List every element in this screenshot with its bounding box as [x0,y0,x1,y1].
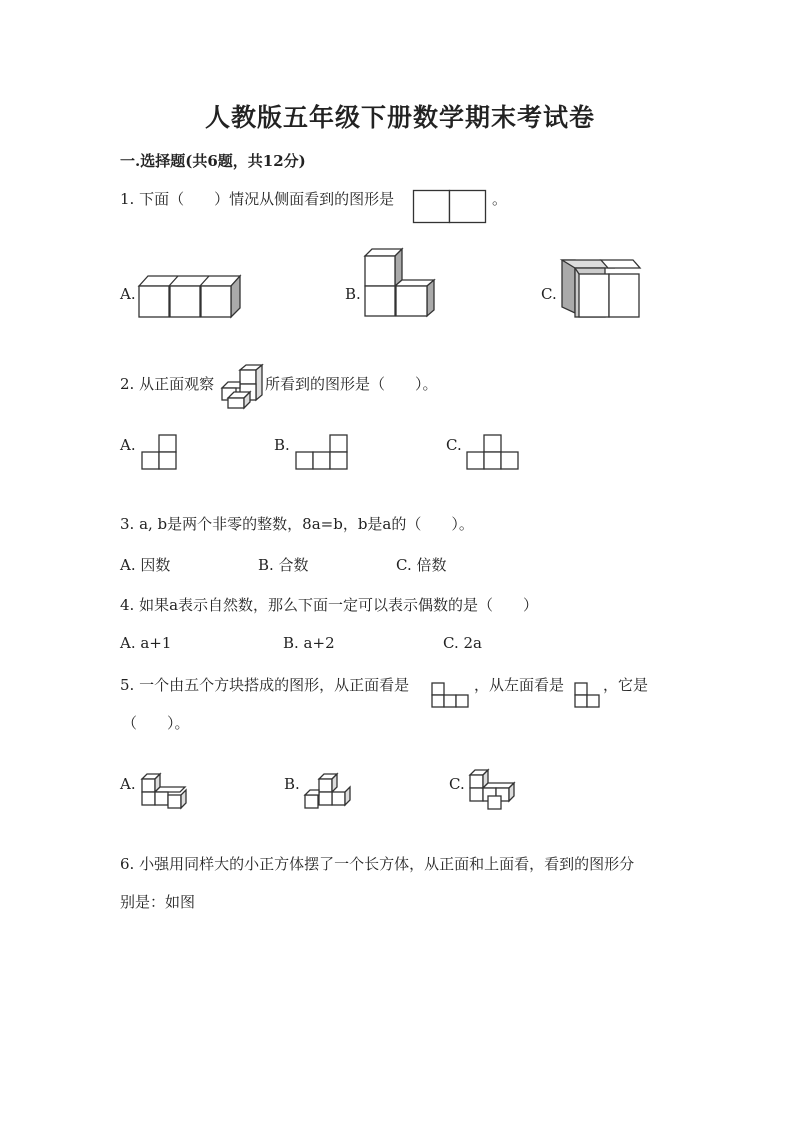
question-5-text-end: ，它是 [603,676,649,694]
q1-option-b-figure[interactable] [364,248,438,318]
q1-option-c-label[interactable]: C. [541,285,557,303]
q5-option-c-label[interactable]: C. [449,775,465,793]
q1-option-a-label[interactable]: A. [120,285,136,303]
q5-option-a-label[interactable]: A. [120,775,136,793]
q5-left-view-figure [574,682,602,708]
q2-option-a-figure[interactable] [141,434,179,472]
question-1-text: 1. 下面（ ）情况从侧面看到的图形是 [120,190,395,208]
q4-option-b[interactable]: B. a+2 [283,634,335,652]
page-title: 人教版五年级下册数学期末考试卷 [204,103,595,132]
q5-option-c-figure[interactable] [468,768,518,812]
question-5-text-mid: ，从左面看是 [474,676,565,694]
q2-option-c-figure[interactable] [466,434,520,472]
q3-option-c[interactable]: C. 倍数 [396,556,447,574]
question-4-text: 4. 如果a表示自然数，那么下面一定可以表示偶数的是（ ） [120,596,539,614]
q3-option-a[interactable]: A. 因数 [120,556,171,574]
q5-front-view-figure [431,682,471,708]
question-3-text: 3. a, b是两个非零的整数，8a=b，b是a的（ ）。 [120,515,474,533]
question-2-text: 2. 从正面观察 [120,375,215,393]
q3-option-b[interactable]: B. 合数 [258,556,309,574]
q2-solid-figure [220,362,264,410]
q2-option-a-label[interactable]: A. [120,436,136,454]
question-5-text-line2: （ ）。 [122,714,190,732]
q2-option-c-label[interactable]: C. [446,436,462,454]
q1-option-a-figure[interactable] [138,274,242,318]
question-6-text-line2: 别是：如图 [120,893,196,911]
q1-option-b-label[interactable]: B. [345,285,361,303]
question-6-text-line1: 6. 小强用同样大的小正方体摆了一个长方体，从正面和上面看，看到的图形分 [120,855,635,873]
q5-option-a-figure[interactable] [140,772,188,812]
question-1-text-end: 。 [492,190,508,208]
q2-option-b-figure[interactable] [295,434,349,472]
q2-option-b-label[interactable]: B. [274,436,290,454]
q4-option-c[interactable]: C. 2a [443,634,482,652]
q1-option-c-figure[interactable] [561,258,643,320]
question-5-text: 5. 一个由五个方块搭成的图形，从正面看是 [120,676,410,694]
q4-option-a[interactable]: A. a+1 [120,634,172,652]
q5-option-b-label[interactable]: B. [284,775,300,793]
q5-option-b-figure[interactable] [303,772,351,812]
section-heading: 一.选择题(共6题，共12分) [120,152,306,170]
q1-side-view-figure [413,190,489,224]
question-2-text-end: 所看到的图形是（ ）。 [265,375,438,393]
